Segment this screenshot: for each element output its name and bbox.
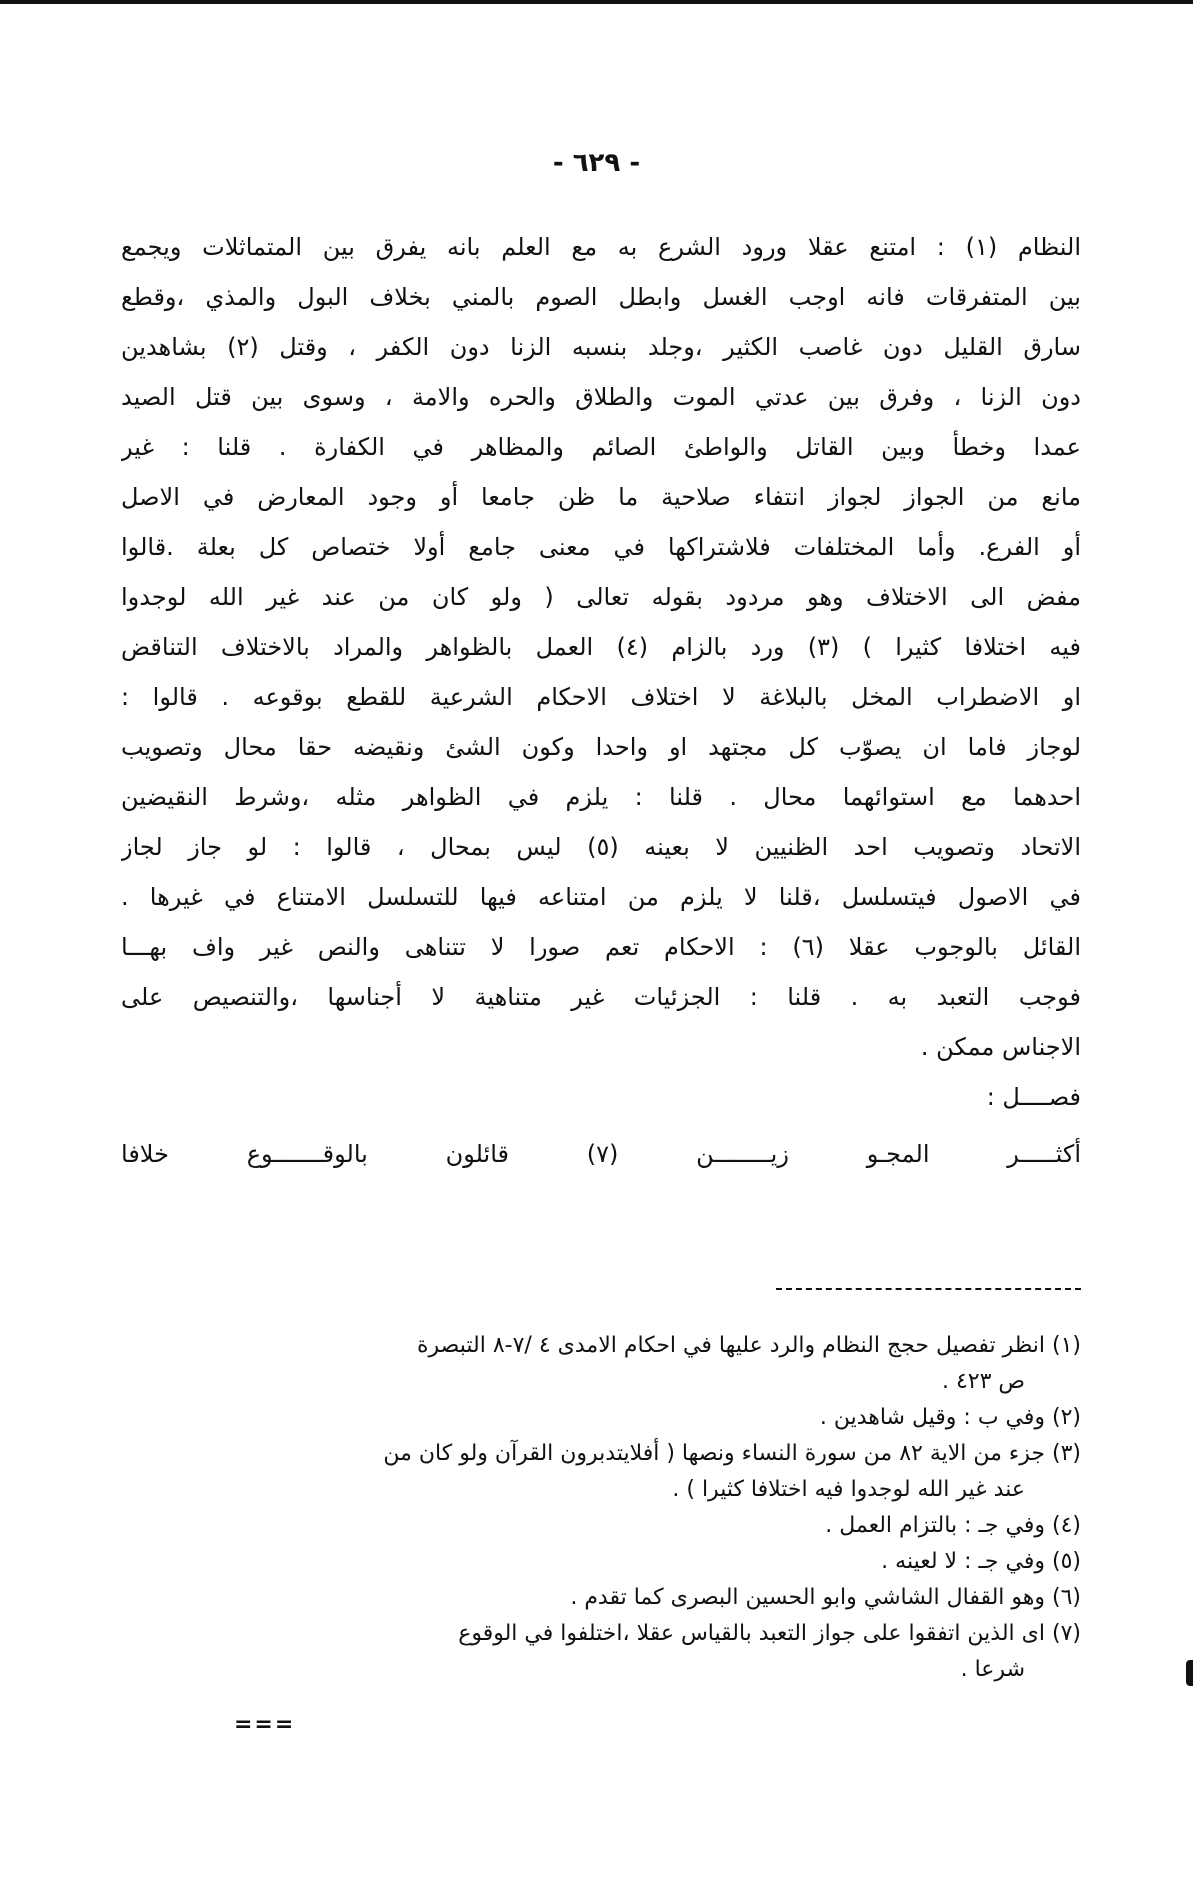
footnote-line: (٦) وهو القفال الشاشي وابو الحسين البصرى كما تقدم . <box>570 1585 1081 1610</box>
text-line: في الاصول فيتسلسل ،قلنا لا يلزم من امتناعه فيها للتسلسل الامتناع في غيرها . <box>121 883 1081 911</box>
footnote-line: شرعا . <box>960 1657 1025 1682</box>
text-line: او الاضطراب المخل بالبلاغة لا اختلاف الاحكام الشرعية للقطع بوقوعه . قالوا : <box>121 683 1081 711</box>
margin-blot <box>1186 1660 1193 1686</box>
text-line: الاتحاد وتصويب احد الظنيين لا بعينه (٥) ليس بمحال ، قالوا : لو جاز لجاز <box>121 833 1081 861</box>
footnote-separator <box>776 1288 1081 1290</box>
footnote-line: (٢) وفي ب : وقيل شاهدين . <box>819 1405 1081 1430</box>
main-text <box>121 222 1081 1186</box>
text-line: عمدا وخطأ وبين القاتل والواطئ الصائم والمظاهر في الكفارة . قلنا : غير <box>121 433 1081 461</box>
text-line: أكثـــــر المجـو زيــــــــن (٧) قائلون بالوقـــــــوع خلافا <box>121 1140 1081 1168</box>
text-line: سارق القليل دون غاصب الكثير ،وجلد بنسبه الزنا دون الكفر ، وقتل (٢) بشاهدين <box>121 333 1081 361</box>
text-line: الاجناس ممكن . <box>920 1033 1081 1061</box>
footnote-line: (٥) وفي جـ : لا لعينه . <box>881 1549 1081 1574</box>
text-line: مفض الى الاختلاف وهو مردود بقوله تعالى ( ولو كان من عند غير الله لوجدوا <box>121 583 1081 611</box>
top-border-rule <box>0 0 1193 4</box>
text-line: بين المتفرقات فانه اوجب الغسل وابطل الصوم بالمني بخلاف البول والمذي ،وقطع <box>121 283 1081 311</box>
footnote-line: (١) انظر تفصيل حجج النظام والرد عليها في احكام الامدى ٤ /٧-٨ التبصرة <box>416 1333 1081 1358</box>
text-line: لوجاز فاما ان يصوّب كل مجتهد او واحدا وكون الشئ ونقيضه حقا محال وتصويب <box>121 733 1081 761</box>
text-line: القائل بالوجوب عقلا (٦) : الاحكام تعم صورا لا تتناهى والنص غير واف بهـــا <box>121 933 1081 961</box>
footnote-line: (٧) اى الذين اتفقوا على جواز التعبد بالقياس عقلا ،اختلفوا في الوقوع <box>458 1621 1081 1646</box>
text-line: النظام (١) : امتنع عقلا ورود الشرع به مع العلم بانه يفرق بين المتماثلات ويجمع <box>121 233 1081 261</box>
text-line: فيه اختلافا كثيرا ) (٣) ورد بالزام (٤) العمل بالظواهر والمراد بالاختلاف التناقض <box>121 633 1081 661</box>
text-line: احدهما مع استوائهما محال . قلنا : يلزم في الظواهر مثله ،وشرط النقيضين <box>121 783 1081 811</box>
page-number: - ٦٢٩ - <box>552 148 641 178</box>
footnote-line: ص ٤٢٣ . <box>941 1369 1025 1394</box>
text-line: مانع من الجواز لجواز انتفاء صلاحية ما ظن جامعا أو وجود المعارض في الاصل <box>121 483 1081 511</box>
footnote-line: (٤) وفي جـ : بالتزام العمل . <box>825 1513 1081 1538</box>
footnote-line: (٣) جزء من الاية ٨٢ من سورة النساء ونصها ( أفلايتدبرون القرآن ولو كان من <box>383 1441 1081 1466</box>
footnote-line: عند غير الله لوجدوا فيه اختلافا كثيرا ) . <box>672 1477 1025 1502</box>
text-line: فوجب التعبد به . قلنا : الجزئيات غير متناهية لا أجناسها ،والتنصيص على <box>121 983 1081 1011</box>
text-line: أو الفرع. وأما المختلفات فلاشتراكها في معنى جامع أولا ختصاص كل بعلة .قالوا <box>121 533 1081 561</box>
section-heading: فصــــل : <box>986 1083 1081 1111</box>
end-mark: === <box>234 1712 296 1737</box>
footnotes <box>121 1328 1081 1688</box>
text-line: دون الزنا ، وفرق بين عدتي الموت والطلاق والحره والامة ، وسوى بين قتل الصيد <box>121 383 1081 411</box>
